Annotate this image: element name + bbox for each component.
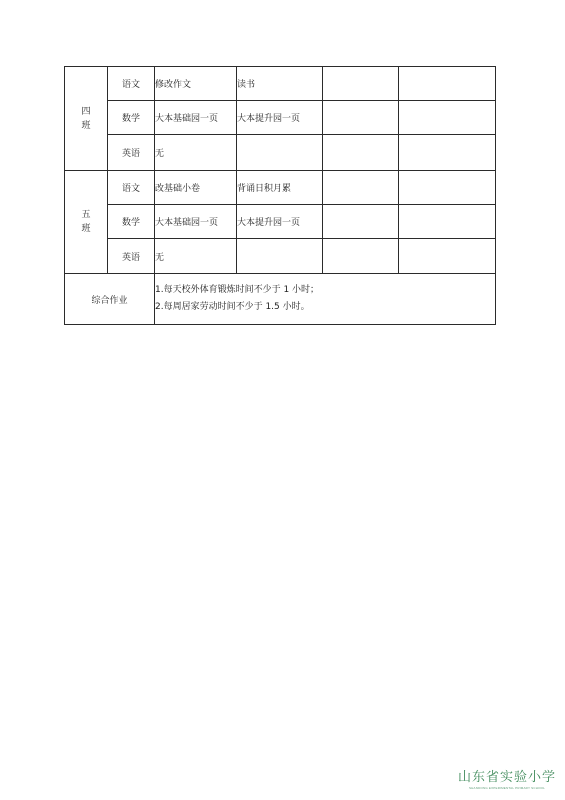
homework-cell: 改基础小卷 — [155, 171, 237, 205]
homework-cell — [399, 239, 496, 274]
homework-cell — [323, 171, 399, 205]
homework-cell — [323, 135, 399, 171]
table-row — [65, 274, 496, 325]
table-row — [65, 101, 496, 135]
subject-cell: 英语 — [108, 239, 155, 274]
summary-label: 综合作业 — [65, 274, 155, 325]
school-logo — [457, 766, 557, 790]
homework-cell — [399, 135, 496, 171]
homework-cell — [399, 171, 496, 205]
subject-cell: 语文 — [108, 171, 155, 205]
homework-cell: 大本提升园一页 — [237, 205, 323, 239]
homework-cell — [323, 101, 399, 135]
homework-cell: 大本提升园一页 — [237, 101, 323, 135]
homework-cell: 无 — [155, 135, 237, 171]
homework-cell: 大本基础园一页 — [155, 101, 237, 135]
table-row — [65, 171, 496, 205]
homework-cell — [399, 205, 496, 239]
homework-cell — [323, 239, 399, 274]
school-logo-name: 山东省实验小学 — [457, 770, 556, 785]
subject-cell: 语文 — [108, 67, 155, 101]
subject-cell: 数学 — [108, 101, 155, 135]
homework-cell — [323, 67, 399, 101]
homework-cell — [399, 67, 496, 101]
homework-cell: 背诵日积月累 — [237, 171, 323, 205]
summary-line: 2.每周居家劳动时间不少于 1.5 小时。 — [155, 302, 310, 312]
class-cell — [65, 67, 108, 171]
school-logo-english: SHANDONG EXPERIMENTAL PRIMARY SCHOOL — [468, 786, 546, 790]
table-row — [65, 205, 496, 239]
summary-line: 1.每天校外体育锻炼时间不少于 1 小时； — [155, 285, 320, 295]
table-row — [65, 135, 496, 171]
subject-cell: 数学 — [108, 205, 155, 239]
homework-cell — [399, 101, 496, 135]
homework-cell — [237, 239, 323, 274]
subject-cell: 英语 — [108, 135, 155, 171]
class-cell — [65, 171, 108, 274]
homework-cell: 读书 — [237, 67, 323, 101]
class-name: 五班 — [81, 210, 91, 234]
table-row — [65, 67, 496, 101]
homework-cell — [323, 205, 399, 239]
summary-notes — [155, 274, 496, 325]
homework-cell: 大本基础园一页 — [155, 205, 237, 239]
homework-cell: 修改作文 — [155, 67, 237, 101]
homework-cell: 无 — [155, 239, 237, 274]
homework-table — [64, 66, 496, 325]
table-row — [65, 239, 496, 274]
homework-cell — [237, 135, 323, 171]
class-name: 四班 — [81, 106, 91, 131]
